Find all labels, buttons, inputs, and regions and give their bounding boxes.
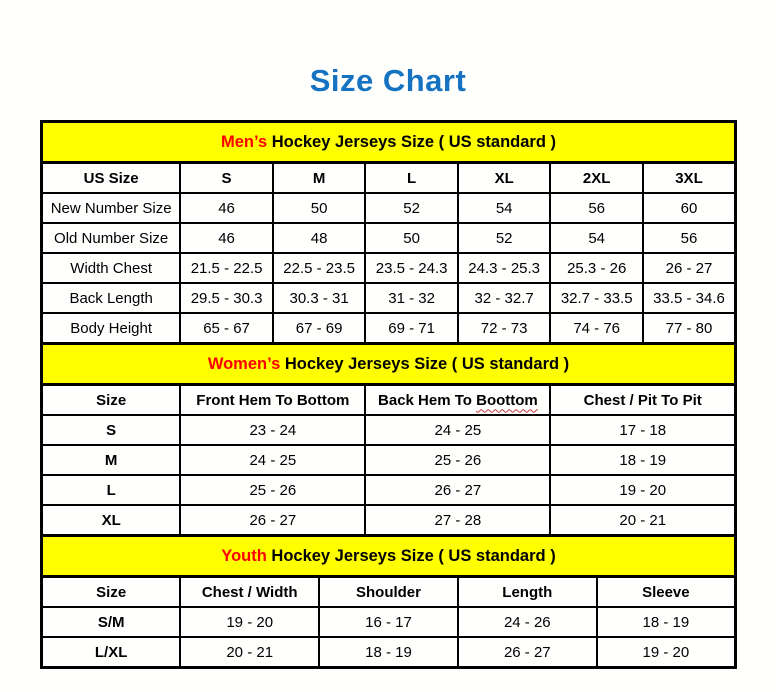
- header-row-womens: [42, 385, 736, 416]
- table-cell: 23.5 - 24.3: [365, 253, 458, 283]
- misspelled-word: Boottom: [476, 391, 538, 409]
- table-cell: 26 - 27: [180, 505, 365, 536]
- column-header: Front Hem To Bottom: [180, 385, 365, 416]
- column-header: 2XL: [550, 163, 643, 194]
- size-chart-table: [40, 120, 737, 669]
- table-cell: 50: [365, 223, 458, 253]
- section-row-womens: [42, 344, 736, 385]
- column-header: Sleeve: [597, 577, 736, 608]
- table-cell: 22.5 - 23.5: [273, 253, 366, 283]
- table-cell: 18 - 19: [597, 607, 736, 637]
- row-label: New Number Size: [42, 193, 181, 223]
- section-title-mens: [42, 122, 736, 163]
- table-cell: 74 - 76: [550, 313, 643, 344]
- row-label: S/M: [42, 607, 181, 637]
- table-cell: 20 - 21: [180, 637, 319, 668]
- table-row: [42, 637, 736, 668]
- table-cell: 26 - 27: [365, 475, 550, 505]
- table-cell: 26 - 27: [643, 253, 736, 283]
- table-cell: 56: [643, 223, 736, 253]
- section-row-mens: [42, 122, 736, 163]
- column-header: US Size: [42, 163, 181, 194]
- column-header: XL: [458, 163, 551, 194]
- table-cell: 24 - 26: [458, 607, 597, 637]
- table-cell: 50: [273, 193, 366, 223]
- table-cell: 24 - 25: [180, 445, 365, 475]
- table-row: [42, 193, 736, 223]
- table-cell: 25 - 26: [365, 445, 550, 475]
- table-cell: 72 - 73: [458, 313, 551, 344]
- table-cell: 54: [458, 193, 551, 223]
- table-cell: 25 - 26: [180, 475, 365, 505]
- column-header: Shoulder: [319, 577, 458, 608]
- table-cell: 67 - 69: [273, 313, 366, 344]
- table-cell: 19 - 20: [597, 637, 736, 668]
- table-row: [42, 445, 736, 475]
- row-label: XL: [42, 505, 181, 536]
- table-cell: 21.5 - 22.5: [180, 253, 273, 283]
- column-header: Size: [42, 385, 181, 416]
- table-cell: 60: [643, 193, 736, 223]
- row-label: L: [42, 475, 181, 505]
- column-header: [365, 385, 550, 416]
- table-cell: 77 - 80: [643, 313, 736, 344]
- table-cell: 33.5 - 34.6: [643, 283, 736, 313]
- section-title-text: Hockey Jerseys Size ( US standard ): [266, 546, 556, 565]
- table-cell: 16 - 17: [319, 607, 458, 637]
- section-title-highlight: Men’s: [220, 132, 268, 151]
- column-header-text: Back Hem To: [378, 391, 477, 409]
- column-header: Size: [42, 577, 181, 608]
- table-cell: 54: [550, 223, 643, 253]
- header-row-youth: [42, 577, 736, 608]
- table-cell: 31 - 32: [365, 283, 458, 313]
- table-row: [42, 283, 736, 313]
- table-cell: 23 - 24: [180, 415, 365, 445]
- table-cell: 25.3 - 26: [550, 253, 643, 283]
- table-row: [42, 223, 736, 253]
- table-cell: 52: [458, 223, 551, 253]
- table-cell: 32 - 32.7: [458, 283, 551, 313]
- table-cell: 48: [273, 223, 366, 253]
- table-row: [42, 253, 736, 283]
- table-cell: 52: [365, 193, 458, 223]
- table-cell: 24 - 25: [365, 415, 550, 445]
- row-label: Width Chest: [42, 253, 181, 283]
- size-chart: [40, 120, 737, 669]
- row-label: Back Length: [42, 283, 181, 313]
- section-title-womens: [42, 344, 736, 385]
- row-label: L/XL: [42, 637, 181, 668]
- table-row: [42, 475, 736, 505]
- section-title-youth: [42, 536, 736, 577]
- table-cell: 56: [550, 193, 643, 223]
- table-cell: 46: [180, 193, 273, 223]
- table-cell: 19 - 20: [550, 475, 735, 505]
- row-label: Old Number Size: [42, 223, 181, 253]
- table-row: [42, 607, 736, 637]
- table-row: [42, 415, 736, 445]
- section-title-text: Hockey Jerseys Size ( US standard ): [267, 132, 557, 151]
- page-title: Size Chart: [309, 63, 467, 98]
- table-cell: 26 - 27: [458, 637, 597, 668]
- table-cell: 69 - 71: [365, 313, 458, 344]
- row-label: M: [42, 445, 181, 475]
- table-cell: 46: [180, 223, 273, 253]
- column-header: Chest / Pit To Pit: [550, 385, 735, 416]
- row-label: Body Height: [42, 313, 181, 344]
- table-row: [42, 505, 736, 536]
- table-cell: 20 - 21: [550, 505, 735, 536]
- table-cell: 27 - 28: [365, 505, 550, 536]
- table-cell: 29.5 - 30.3: [180, 283, 273, 313]
- table-cell: 65 - 67: [180, 313, 273, 344]
- column-header: Chest / Width: [180, 577, 319, 608]
- header-row-mens: [42, 163, 736, 194]
- table-cell: 24.3 - 25.3: [458, 253, 551, 283]
- column-header: 3XL: [643, 163, 736, 194]
- column-header: L: [365, 163, 458, 194]
- column-header: Length: [458, 577, 597, 608]
- table-cell: 30.3 - 31: [273, 283, 366, 313]
- table-cell: 32.7 - 33.5: [550, 283, 643, 313]
- table-cell: 18 - 19: [319, 637, 458, 668]
- section-title-highlight: Women’s: [207, 354, 281, 373]
- table-cell: 18 - 19: [550, 445, 735, 475]
- section-row-youth: [42, 536, 736, 577]
- table-cell: 19 - 20: [180, 607, 319, 637]
- column-header: S: [180, 163, 273, 194]
- section-title-text: Hockey Jerseys Size ( US standard ): [280, 354, 570, 373]
- table-cell: 17 - 18: [550, 415, 735, 445]
- column-header: M: [273, 163, 366, 194]
- table-row: [42, 313, 736, 344]
- row-label: S: [42, 415, 181, 445]
- section-title-highlight: Youth: [221, 546, 267, 565]
